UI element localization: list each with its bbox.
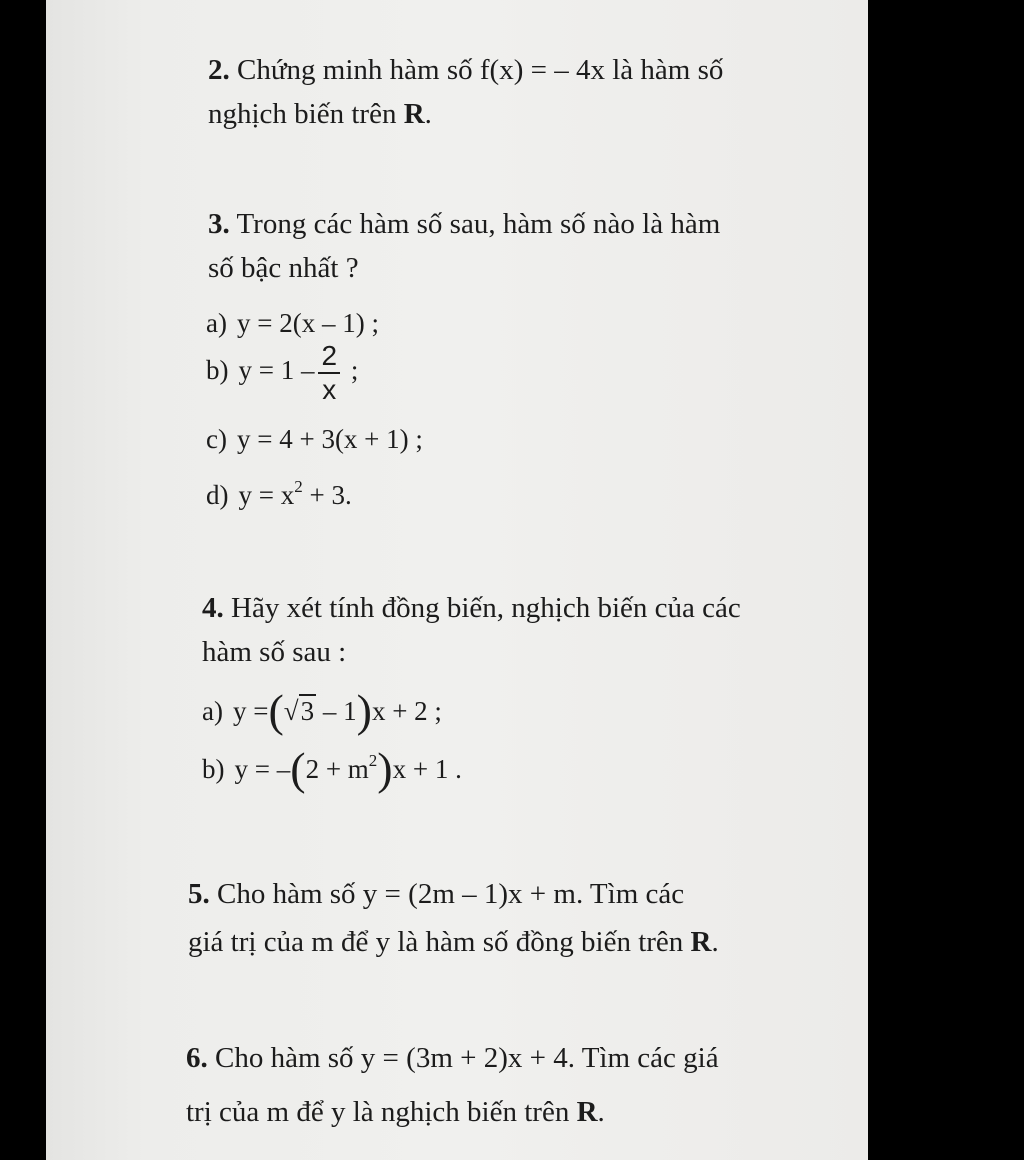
option-label: a) [202, 696, 223, 726]
option-expression-prefix: y = [232, 696, 269, 726]
exponent: 2 [368, 751, 378, 770]
option-label: b) [206, 355, 229, 386]
exercise-4-line-1 [202, 590, 741, 626]
exercise-6-number: 6. [186, 1042, 208, 1074]
exercise-5-text-1: Cho hàm số y = (2m – 1)x + m. Tìm các [209, 878, 685, 910]
exercise-2-text-1: Chứng minh hàm số f(x) = – 4x là hàm số [229, 54, 724, 86]
exercise-5-text-2: giá trị của m để y là hàm số đồng biến trên [188, 926, 691, 958]
exercise-3-number: 3. [208, 208, 230, 240]
exercise-2-number: 2. [208, 54, 230, 86]
option-label: a) [206, 308, 227, 338]
option-label: b) [202, 754, 225, 784]
option-expression-prefix: y = x [238, 480, 295, 510]
fraction [318, 342, 340, 404]
exercise-3-line-2 [208, 250, 359, 286]
exercise-5-set-r: R [690, 926, 712, 958]
exercise-6-line-1 [186, 1040, 719, 1076]
exercise-4-line-2 [202, 634, 346, 670]
option-label: c) [206, 424, 227, 454]
exercise-5-line-1 [188, 876, 684, 912]
exercise-4-number: 4. [202, 592, 224, 624]
radicand: 3 [300, 696, 315, 726]
exercise-5-number: 5. [188, 878, 210, 910]
exercise-5-line-2 [188, 924, 719, 960]
exercise-2-line-2 [208, 96, 432, 132]
option-expression: y = 4 + 3(x + 1) ; [236, 424, 423, 454]
option-expression-suffix: ; [350, 355, 359, 386]
option-expression: y = 2(x – 1) ; [236, 308, 379, 338]
exercise-4-option-a [202, 685, 442, 736]
exercise-4-text-2: hàm số sau : [202, 636, 347, 668]
option-label: d) [206, 480, 229, 510]
close-paren: ) [377, 743, 393, 794]
textbook-page [46, 0, 868, 1160]
option-expression-suffix: x + 2 ; [371, 696, 442, 726]
exercise-3-option-a [206, 306, 379, 340]
open-paren: ( [290, 743, 306, 794]
exercise-3-text-2: số bậc nhất ? [208, 252, 359, 284]
exercise-4-text-1: Hãy xét tính đồng biến, nghịch biến của các [223, 592, 741, 624]
exercise-6-set-r: R [576, 1096, 598, 1128]
exercise-2-period: . [424, 98, 432, 130]
exercise-3-option-c [206, 422, 423, 456]
exercise-3-line-1 [208, 206, 720, 242]
exercise-3-option-d [206, 478, 352, 512]
exercise-6-text-1: Cho hàm số y = (3m + 2)x + 4. Tìm các giá [207, 1042, 719, 1074]
exercise-6-period: . [597, 1096, 605, 1128]
open-paren: ( [268, 685, 284, 736]
option-expression-prefix: y = – [234, 754, 291, 784]
close-paren: ) [356, 685, 372, 736]
exercise-5-period: . [711, 926, 719, 958]
exercise-3-option-b [206, 342, 358, 404]
square-root: √3 [283, 696, 315, 726]
option-expression-middle: – 1 [316, 696, 357, 726]
exercise-2-set-r: R [403, 98, 425, 130]
exercise-2-text-2: nghịch biến trên [208, 98, 404, 130]
exercise-4-option-b [202, 743, 462, 794]
exercise-6-text-2: trị của m để y là nghịch biến trên [186, 1096, 577, 1128]
option-expression-middle: 2 + m [305, 754, 369, 784]
exercise-3-text-1: Trong các hàm số sau, hàm số nào là hàm [229, 208, 721, 240]
fraction-numerator: 2 [318, 342, 340, 374]
option-expression-suffix: x + 1 . [392, 754, 462, 784]
option-expression-suffix: + 3. [302, 480, 352, 510]
exercise-2-line-1 [208, 52, 723, 88]
option-expression-prefix: y = 1 – [238, 355, 315, 386]
exercise-6-line-2 [186, 1094, 605, 1130]
exponent: 2 [294, 477, 303, 496]
fraction-denominator: x [322, 374, 337, 405]
